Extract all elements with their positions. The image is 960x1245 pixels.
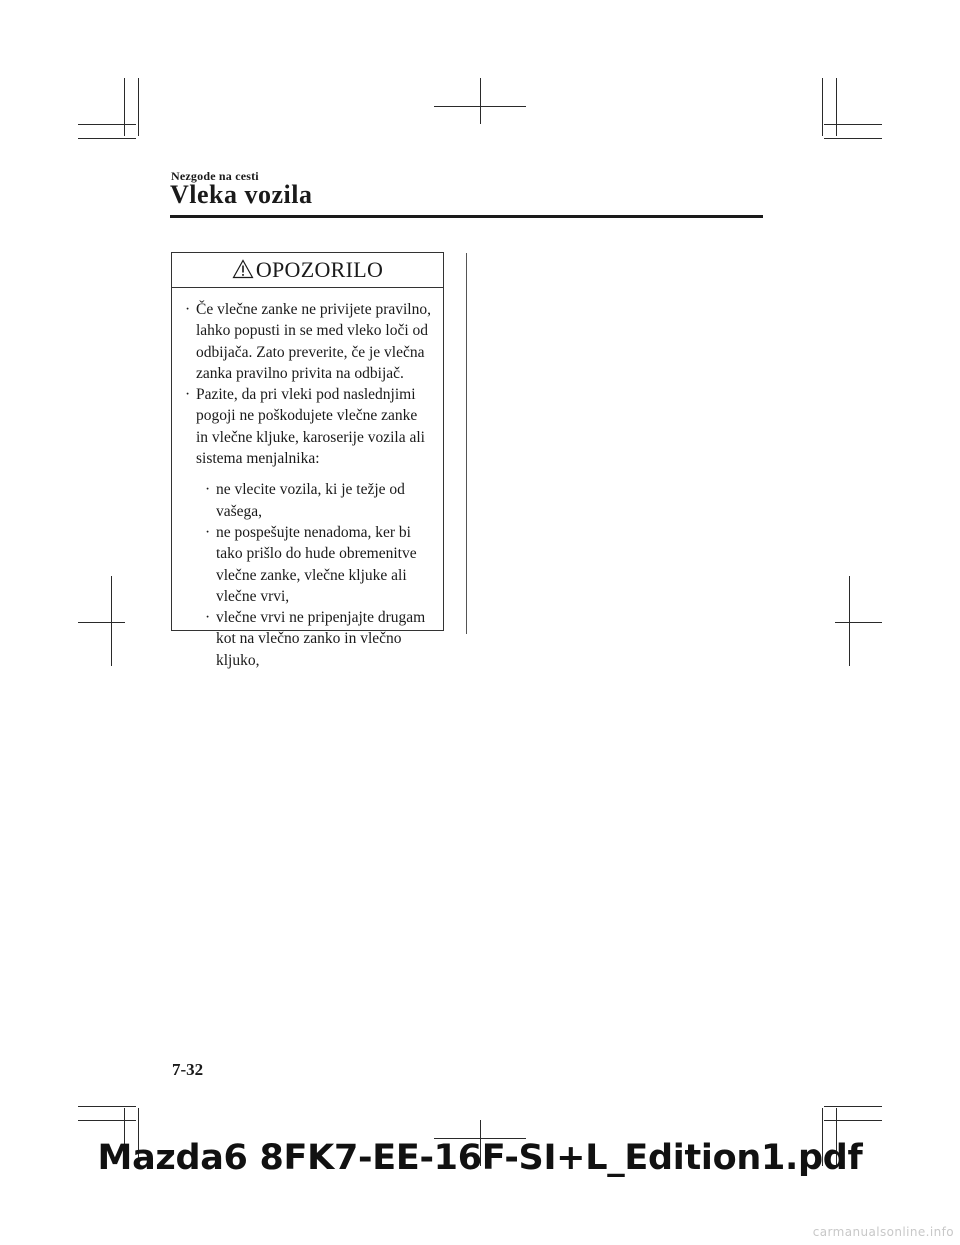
registration-mark (111, 576, 112, 666)
crop-mark (78, 1106, 136, 1107)
item-line: lahko popusti in se med vleko loči od (196, 322, 429, 340)
item-line: ne vlecite vozila, ki je težje od (216, 481, 405, 499)
page-title: Vleka vozila (170, 180, 313, 209)
crop-mark (824, 1120, 882, 1121)
item-line: sistema menjalnika: (196, 450, 320, 468)
item-line: pogoji ne poškodujete vlečne zanke (196, 407, 418, 425)
warning-header (172, 253, 443, 288)
warning-icon (232, 259, 254, 279)
item-line: in vlečne kljuke, karoserije vozila ali (196, 428, 425, 446)
sub-list-item (206, 522, 437, 607)
registration-mark (480, 78, 481, 124)
item-line: vlečne zanke, vlečne kljuke ali (216, 566, 407, 584)
crop-mark (822, 78, 823, 136)
item-line: vlečne vrvi, (216, 587, 290, 605)
crop-mark (78, 1120, 136, 1121)
bullet-icon: · (205, 523, 211, 541)
bullet-icon: · (185, 386, 191, 404)
sub-list-item (206, 607, 437, 671)
title-rule (170, 215, 763, 218)
bullet-icon: · (205, 609, 211, 627)
footer-filename: Mazda6 8FK7-EE-16F-SI+L_Edition1.pdf (97, 1138, 863, 1178)
bullet-icon: · (185, 301, 191, 318)
warning-title: OPOZORILO (255, 257, 384, 282)
item-line: vašega, (216, 502, 263, 520)
sub-list-item (206, 479, 437, 522)
registration-mark (849, 576, 850, 666)
list-item (186, 299, 437, 384)
bullet-icon: · (205, 481, 211, 499)
item-line: Če vlečne zanke ne privijete pravilno, (196, 301, 431, 318)
list-item (186, 384, 437, 469)
page-number: 7-32 (172, 1060, 204, 1079)
crop-mark (78, 138, 136, 139)
item-line: ne pospešujte nenadoma, ker bi (216, 523, 411, 541)
item-line: zanka pravilno privita na odbijač. (196, 364, 404, 382)
item-line: kot na vlečno zanko in vlečno (216, 630, 402, 648)
crop-mark (824, 1106, 882, 1107)
warning-body (172, 288, 443, 671)
watermark: carmanualsonline.info (812, 1225, 954, 1239)
crop-mark (138, 78, 139, 136)
column-divider (466, 253, 467, 634)
crop-mark (78, 124, 136, 125)
warning-box (171, 252, 444, 669)
item-line: vlečne vrvi ne pripenjajte drugam (216, 609, 426, 627)
crop-mark (124, 78, 125, 136)
registration-mark (434, 106, 526, 107)
item-line: tako prišlo do hude obremenitve (216, 545, 417, 563)
registration-mark (835, 622, 882, 623)
registration-mark (78, 622, 125, 623)
item-line: kljuko, (216, 651, 260, 669)
item-line: Pazite, da pri vleki pod naslednjimi (196, 386, 416, 404)
item-line: odbijača. Zato preverite, če je vlečna (196, 343, 425, 361)
section-label: Nezgode na cesti (171, 169, 259, 183)
crop-mark (836, 78, 837, 136)
sub-list (186, 479, 437, 671)
crop-mark (824, 124, 882, 125)
crop-mark (824, 138, 882, 139)
